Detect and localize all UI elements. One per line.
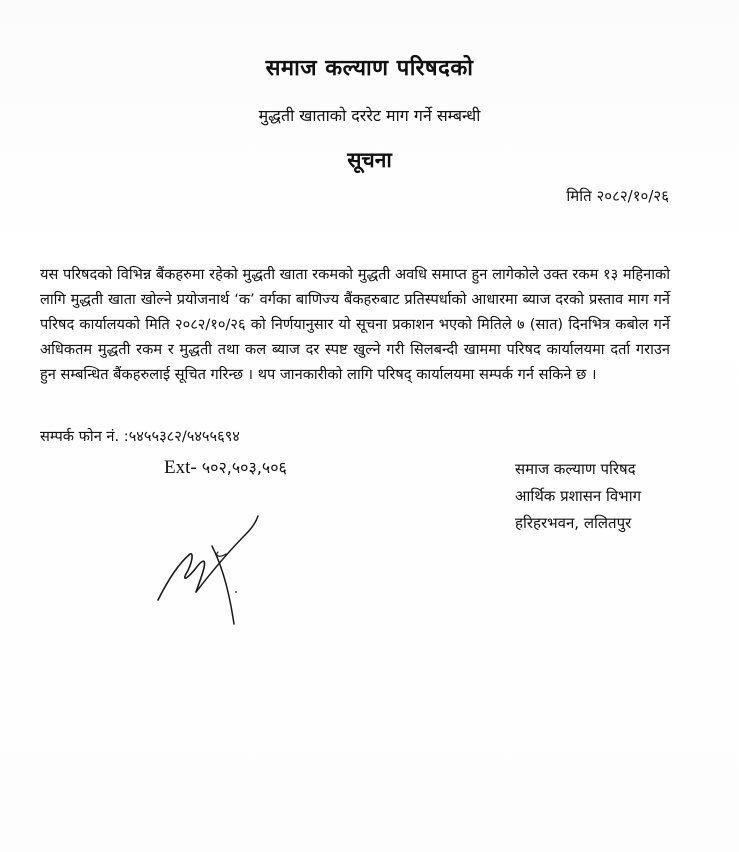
notice-heading: सूचना xyxy=(347,148,392,172)
sender-department: आर्थिक प्रशासन विभाग xyxy=(515,487,642,505)
organization-title: समाज कल्याण परिषदको xyxy=(265,56,474,81)
contact-extension xyxy=(164,456,287,479)
sender-block xyxy=(515,456,641,537)
contact-phone: सम्पर्क फोन नं. :५४५५३८२/५४५५६९४ xyxy=(40,428,240,445)
notice-subject: मुद्धती खाताको दररेट माग गर्ने सम्बन्धी xyxy=(258,106,481,125)
notice-date: मिति २०८२/१०/२६ xyxy=(566,187,669,205)
extension-label: Ext- xyxy=(164,457,197,478)
sender-address: हरिहरभवन, ललितपुर xyxy=(515,514,632,532)
extension-numbers: ५०२,५०३,५०६ xyxy=(201,458,287,477)
notice-body-paragraph: यस परिषदको विभिन्न बैंकहरुमा रहेको मुद्धती खाता रकमको मुद्धती अवधि समाप्त हुन लागेकोले उक्त रकम १३ महिनाको लागि मुद्धती खाता खोल्ने प्रयोजनार्थ ‘क’ वर्गका बाणिज्य बैंकहरुबाट प्रतिस्पर्धाको आधारमा ब्याज दरको प्रस्ताव माग गर्ने परिषद कार्यालयको मिति २०८२/१०/२६ को निर्णयानुसार यो सूचना प्रकाशन भएको मितिले ७ (सात) दिनभित्र कबोल गर्ने अधिकतम मुद्धती रकम र मुद्धती तथा कल ब्याज दर स्पष्ट खुल्ने गरी सिलबन्दी खाममा परिषद कार्यालयमा दर्ता गराउन हुन सम्बन्धित बैंकहरुलाई सूचित गरिन्छ । थप जानकारीको लागि परिषद् कार्यालयमा सम्पर्क गर्न सकिने छ । xyxy=(40,266,670,383)
sender-organization: समाज कल्याण परिषद xyxy=(515,460,636,478)
handwritten-signature xyxy=(150,512,280,627)
